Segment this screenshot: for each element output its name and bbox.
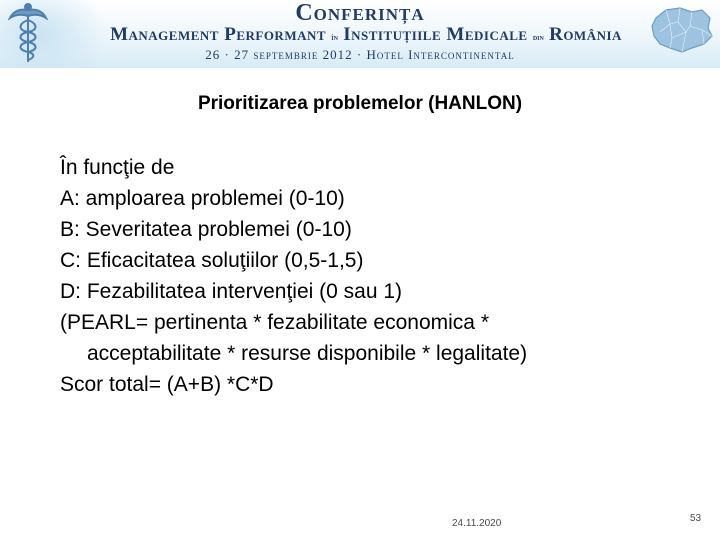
banner-subtitle-in: în <box>331 32 338 42</box>
body-line-b: B: Severitatea problemei (0-10) <box>60 218 352 241</box>
body-line-d: D: Fezabilitatea intervenţiei (0 sau 1) <box>60 280 402 303</box>
body-line-a: A: amploarea problemei (0-10) <box>60 187 345 210</box>
body-line-pearl: (PEARL= pertinenta * fezabilitate economica * <box>60 311 489 334</box>
footer-date: 24.11.2020 <box>452 518 502 529</box>
banner-subtitle-din: din <box>532 32 544 42</box>
slide-body <box>60 152 690 400</box>
banner-subtitle <box>56 24 676 46</box>
banner-date-venue: 26 · 27 septembrie 2012 · Hotel Intercontinental <box>205 47 515 62</box>
body-line-c: C: Eficacitatea soluţiilor (0,5-1,5) <box>60 249 364 272</box>
banner-subtitle-part2: Instituțiile Medicale <box>343 24 528 45</box>
page-number: 53 <box>690 513 702 524</box>
banner-title: Conferința <box>295 0 425 26</box>
conference-banner <box>0 0 720 68</box>
slide-title: Prioritizarea problemelor (HANLON) <box>197 93 523 114</box>
body-line-score: Scor total= (A+B) *C*D <box>60 373 274 396</box>
body-line-intro: În funcţie de <box>60 156 175 179</box>
banner-subtitle-part3: România <box>549 24 622 45</box>
banner-text <box>0 0 720 68</box>
body-line-pearl-cont: acceptabilitate * resurse disponibile * legalitate) <box>87 342 528 365</box>
banner-subtitle-part1: Management Performant <box>110 24 327 45</box>
